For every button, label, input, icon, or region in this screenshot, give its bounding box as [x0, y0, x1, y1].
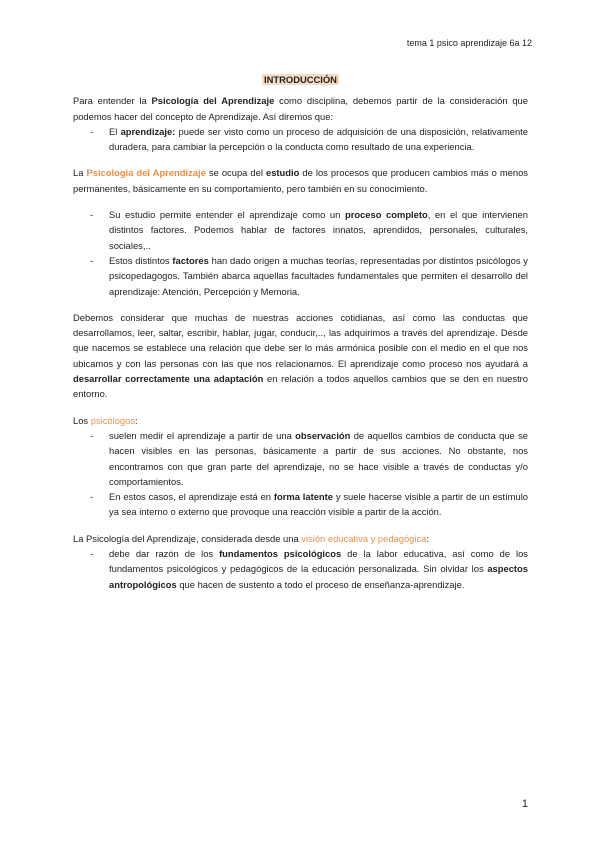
paragraph-study: La Psicología del Aprendizaje se ocupa del estudio de los procesos que producen cambios más o menos permanentes, básicamente en su comportamiento, pero también en su conocimiento.	[73, 167, 528, 194]
list-item: - Estos distintos factores han dado origen a muchas teorías, representadas por distintos psicólogos y psicopedagogos. También abarca aquellas facultades fundamentales que permiten el desarrollo del aprendizaje: Atención, Percepción y Memoria.	[90, 254, 528, 297]
list-item: - suelen medir el aprendizaje a partir de una observación de aquellos cambios de conducta que se hacen visibles en las personas, básicamente a partir de sus acciones. No obstante, nos encontramos con que gran parte del aprendizaje, no se hace visible a través de conductas y/o comportamientos.	[90, 429, 529, 487]
list-psychologists	[73, 428, 528, 520]
page-header: tema 1 psico aprendizaje 6a 12	[406, 38, 532, 48]
list-educational	[73, 546, 528, 592]
paragraph-educational: La Psicología del Aprendizaje, considerada desde una visión educativa y pedagógica:	[73, 532, 429, 544]
list-study	[73, 207, 528, 299]
list-definition	[73, 124, 528, 155]
list-item: - Su estudio permite entender el aprendizaje como un proceso completo, en el que intervienen distintos factores. Podemos hablar de factores innatos, aprendidos, personales, culturales, sociales,..	[90, 209, 528, 251]
paragraph-psychologists: Los psicólogos:	[73, 414, 138, 426]
list-item: - debe dar razón de los fundamentos psicológicos de la labor educativa, así como de los fundamentos psicológicos y pedagógicos de la educación personalizada. Sin olvidar los aspectos antropológicos que hacen de sustento a todo el proceso de enseñanza-aprendizaje.	[90, 548, 528, 590]
section-title: INTRODUCCIÓN	[264, 74, 337, 85]
list-item: - El aprendizaje: puede ser visto como un proceso de adquisición de una disposición, relativamente duradera, para cambiar la percepción o la conducta como resultado de una experiencia.	[90, 125, 528, 153]
paragraph-actions: Debemos considerar que muchas de nuestras acciones cotidianas, así como las conductas que desarrollamos, leer, saltar, escribir, hablar, jugar, conducir,.., las adquirimos a través del aprendizaje. Desde que nacemos se establece una relación que debe ser lo más armónica posible con el medio en el que nos ubicamos y con las personas con las que nos relacionamos. El aprendizaje como proceso nos ayudará a desarrollar correctamente una adaptación en relación a todos aquellos cambios que se den en nuestro entorno.	[73, 311, 529, 400]
list-item: - En estos casos, el aprendizaje está en forma latente y suele hacerse visible a partir de un estímulo ya sea interno o externo que provoque una reacción visible a partir de la acción.	[90, 491, 529, 518]
page-number: 1	[521, 798, 528, 810]
paragraph-intro: Para entender la Psicología del Aprendizaje como disciplina, debemos partir de la consideración que podemos hacer del concepto de Aprendizaje. Así diremos que:	[73, 95, 528, 122]
document-body	[73, 72, 528, 592]
